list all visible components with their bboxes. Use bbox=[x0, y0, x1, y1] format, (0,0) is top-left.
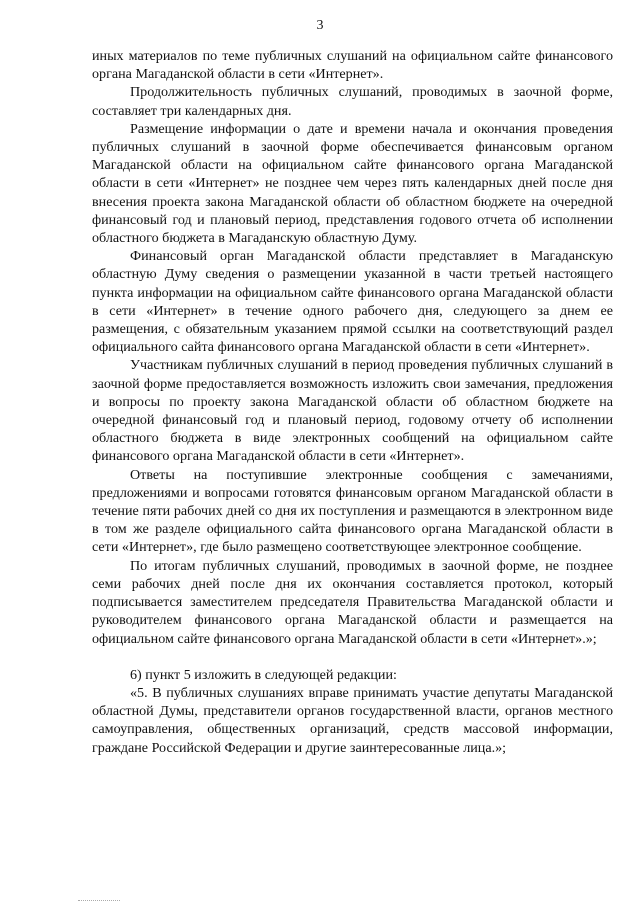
paragraph: иных материалов по теме публичных слушаний на официальном сайте финансового органа Магаданской области в сети «Интернет». bbox=[92, 48, 613, 83]
document-body bbox=[92, 47, 613, 757]
page-number: 3 bbox=[316, 18, 324, 33]
paragraph: Участникам публичных слушаний в период проведения публичных слушаний в заочной форме предоставляется возможность изложить свои замечания, предложения и вопросы по проекту закона Магаданской области об областном бюджете на очередной финансовый год и плановый период, годовому отчету об исполнении областного бюджета в виде электронных сообщений на официальном сайте финансового органа Магаданской области в сети «Интернет». bbox=[92, 357, 613, 465]
scan-artifact bbox=[78, 900, 120, 903]
paragraph: Размещение информации о дате и времени начала и окончания проведения публичных слушаний в заочной форме обеспечивается финансовым органом Магаданской области на официальном сайте финансового органа Магаданской области в сети «Интернет» не позднее чем через пять календарных дней после дня внесения проекта закона Магаданской области об областном бюджете на очередной финансовый год и плановый период, представления годового отчета об исполнении областного бюджета в Магаданскую областную Думу. bbox=[92, 120, 613, 247]
paragraph: Ответы на поступившие электронные сообщения с замечаниями, предложениями и вопросами готовятся финансовым органом Магаданской области в течение пяти рабочих дней со дня их поступления и размещаются в электронном виде в том же разделе официального сайта финансового органа Магаданской области в сети «Интернет», где было размещено соответствующее электронное сообщение. bbox=[92, 466, 613, 556]
paragraph: Финансовый орган Магаданской области представляет в Магаданскую областную Думу сведения о размещении указанной в части третьей настоящего пункта информации на официальном сайте финансового органа Магаданской области в сети «Интернет» в течение одного рабочего дня, следующего за днем ее размещения, с обязательным указанием прямой ссылки на соответствующий раздел официального сайта финансового органа Магаданской области в сети «Интернет». bbox=[92, 248, 613, 356]
paragraph: 6) пункт 5 изложить в следующей редакции: bbox=[130, 666, 397, 683]
paragraph: По итогам публичных слушаний, проводимых в заочной форме, не позднее семи рабочих дней после дня их окончания составляется протокол, который подписывается заместителем председателя Правительства Магаданской области и руководителем финансового органа Магаданской области и размещается на официальном сайте финансового органа Магаданской области в сети «Интернет».»; bbox=[92, 557, 613, 647]
paragraph: «5. В публичных слушаниях вправе принимать участие депутаты Магаданской областной Думы, представители органов государственной власти, органов местного самоуправления, общественных организаций, средств массовой информации, граждане Российской Федерации и другие заинтересованные лица.»; bbox=[92, 684, 613, 756]
paragraph: Продолжительность публичных слушаний, проводимых в заочной форме, составляет три календарных дня. bbox=[92, 84, 613, 119]
